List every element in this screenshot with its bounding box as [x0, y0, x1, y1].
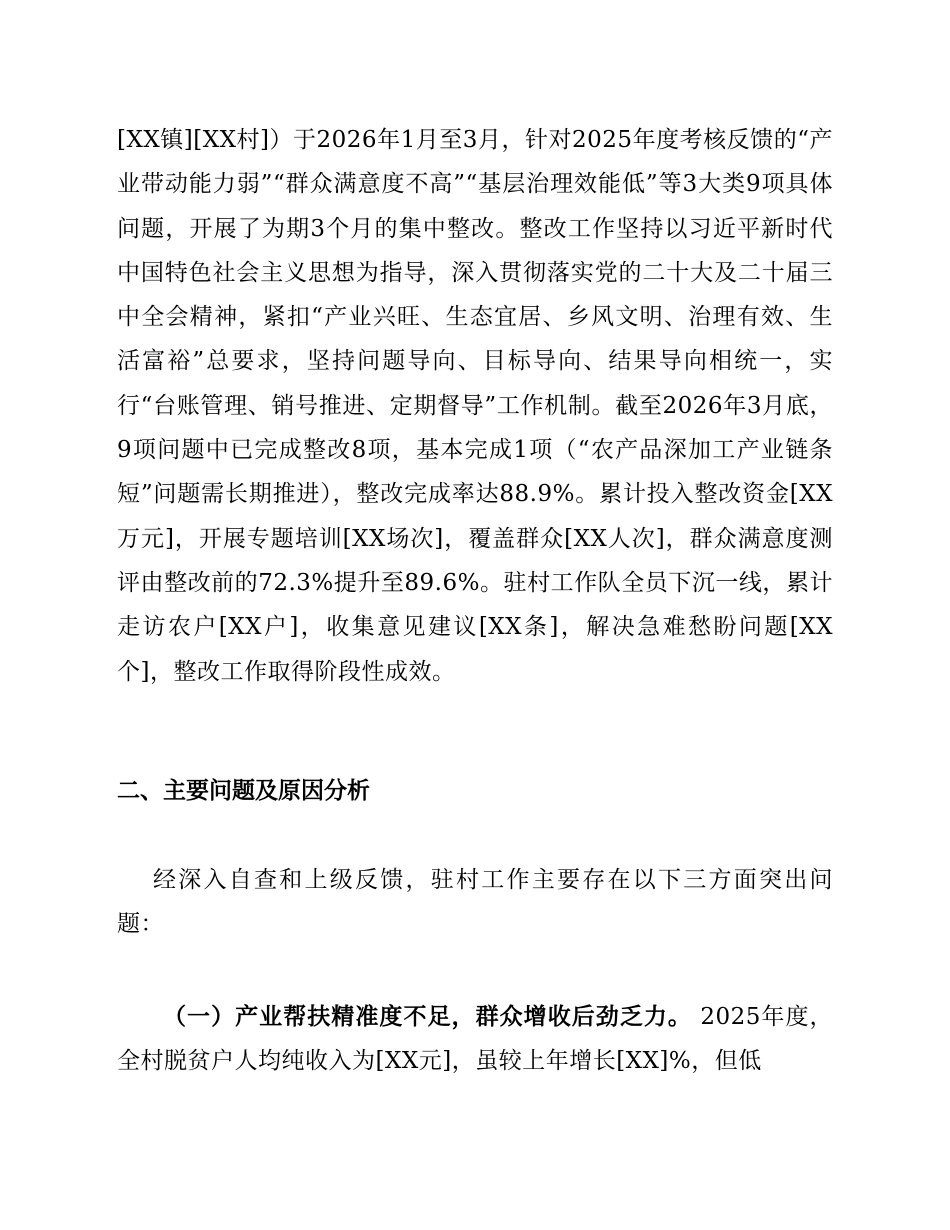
intro-paragraph: [XX镇][XX村]）于2026年1月至3月，针对2025年度考核反馈的“产业带动能力弱”“群众满意度不高”“基层治理效能低”等3大类9项具体问题，开展了为期3个月的集中整改。整改工作坚持以习近平新时代中国特色社会主义思想为指导，深入贯彻落实党的二十大及二十届三中全会精神，紧扣“产业兴旺、生态宜居、乡风文明、治理有效、生活富裕”总要求，坚持问题导向、目标导向、结果导向相统一，实行“台账管理、销号推进、定期督导”工作机制。截至2026年3月底，9项问题中已完成整改8项，基本完成1项（“农产品深加工产业链条短”问题需长期推进），整改完成率达88.9%。累计投入整改资金[XX万元]，开展专题培训[XX场次]，覆盖群众[XX人次]，群众满意度测评由整改前的72.3%提升至89.6%。驻村工作队全员下沉一线，累计走访农户[XX户]，收集意见建议[XX条]，解决急难愁盼问题[XX个]，整改工作取得阶段性成效。: [117, 127, 833, 685]
subsection-text: 2025年度，全村脱贫户人均纯收入为[XX元]，虽较上年增长[XX]%，但低: [117, 1004, 833, 1075]
section-heading: 二、主要问题及原因分析: [117, 778, 370, 804]
section-lead-paragraph: 经深入自查和上级反馈，驻村工作主要存在以下三方面突出问题：: [117, 867, 833, 938]
subsection-heading: （一）产业帮扶精准度不足，群众增收后劲乏力。: [163, 1004, 692, 1030]
subsection-paragraph: [117, 995, 833, 1084]
